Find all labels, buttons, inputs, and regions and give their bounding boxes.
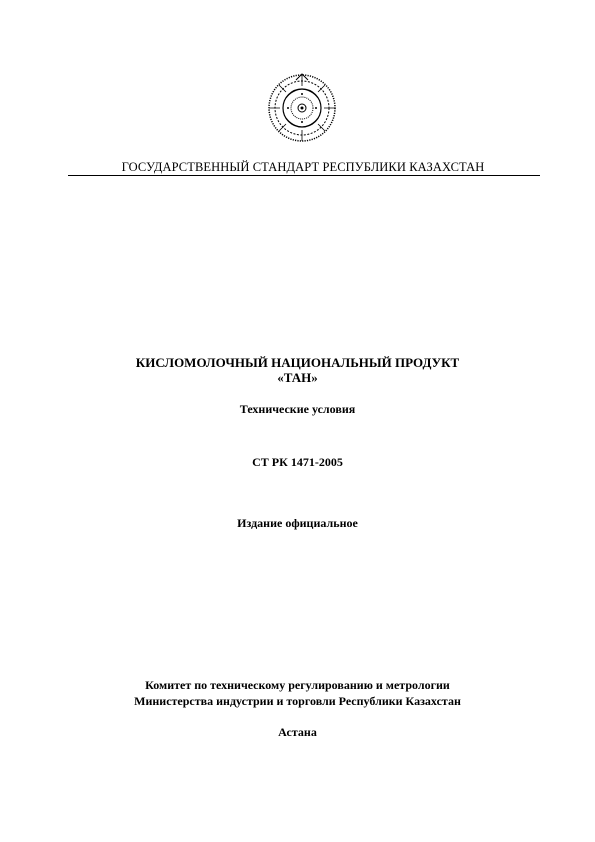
- standard-designation: СТ РК 1471-2005: [252, 455, 343, 469]
- edition-note: Издание официальное: [237, 516, 358, 530]
- document-title-line-1: КИСЛОМОЛОЧНЫЙ НАЦИОНАЛЬНЫЙ ПРОДУКТ: [135, 355, 460, 370]
- standard-header-title: ГОСУДАРСТВЕННЫЙ СТАНДАРТ РЕСПУБЛИКИ КАЗАХСТАН: [121, 160, 485, 174]
- kazakhstan-state-emblem-icon: [266, 72, 338, 144]
- document-subtitle: Технические условия: [239, 402, 356, 416]
- publication-city: Астана: [278, 725, 317, 739]
- publisher-line-2: Министерства индустрии и торговли Республики Казахстан: [134, 694, 461, 708]
- document-title-line-2: «ТАН»: [277, 370, 318, 385]
- publisher-line-1: Комитет по техническому регулированию и метрологии: [145, 678, 450, 692]
- header-divider: [68, 175, 540, 176]
